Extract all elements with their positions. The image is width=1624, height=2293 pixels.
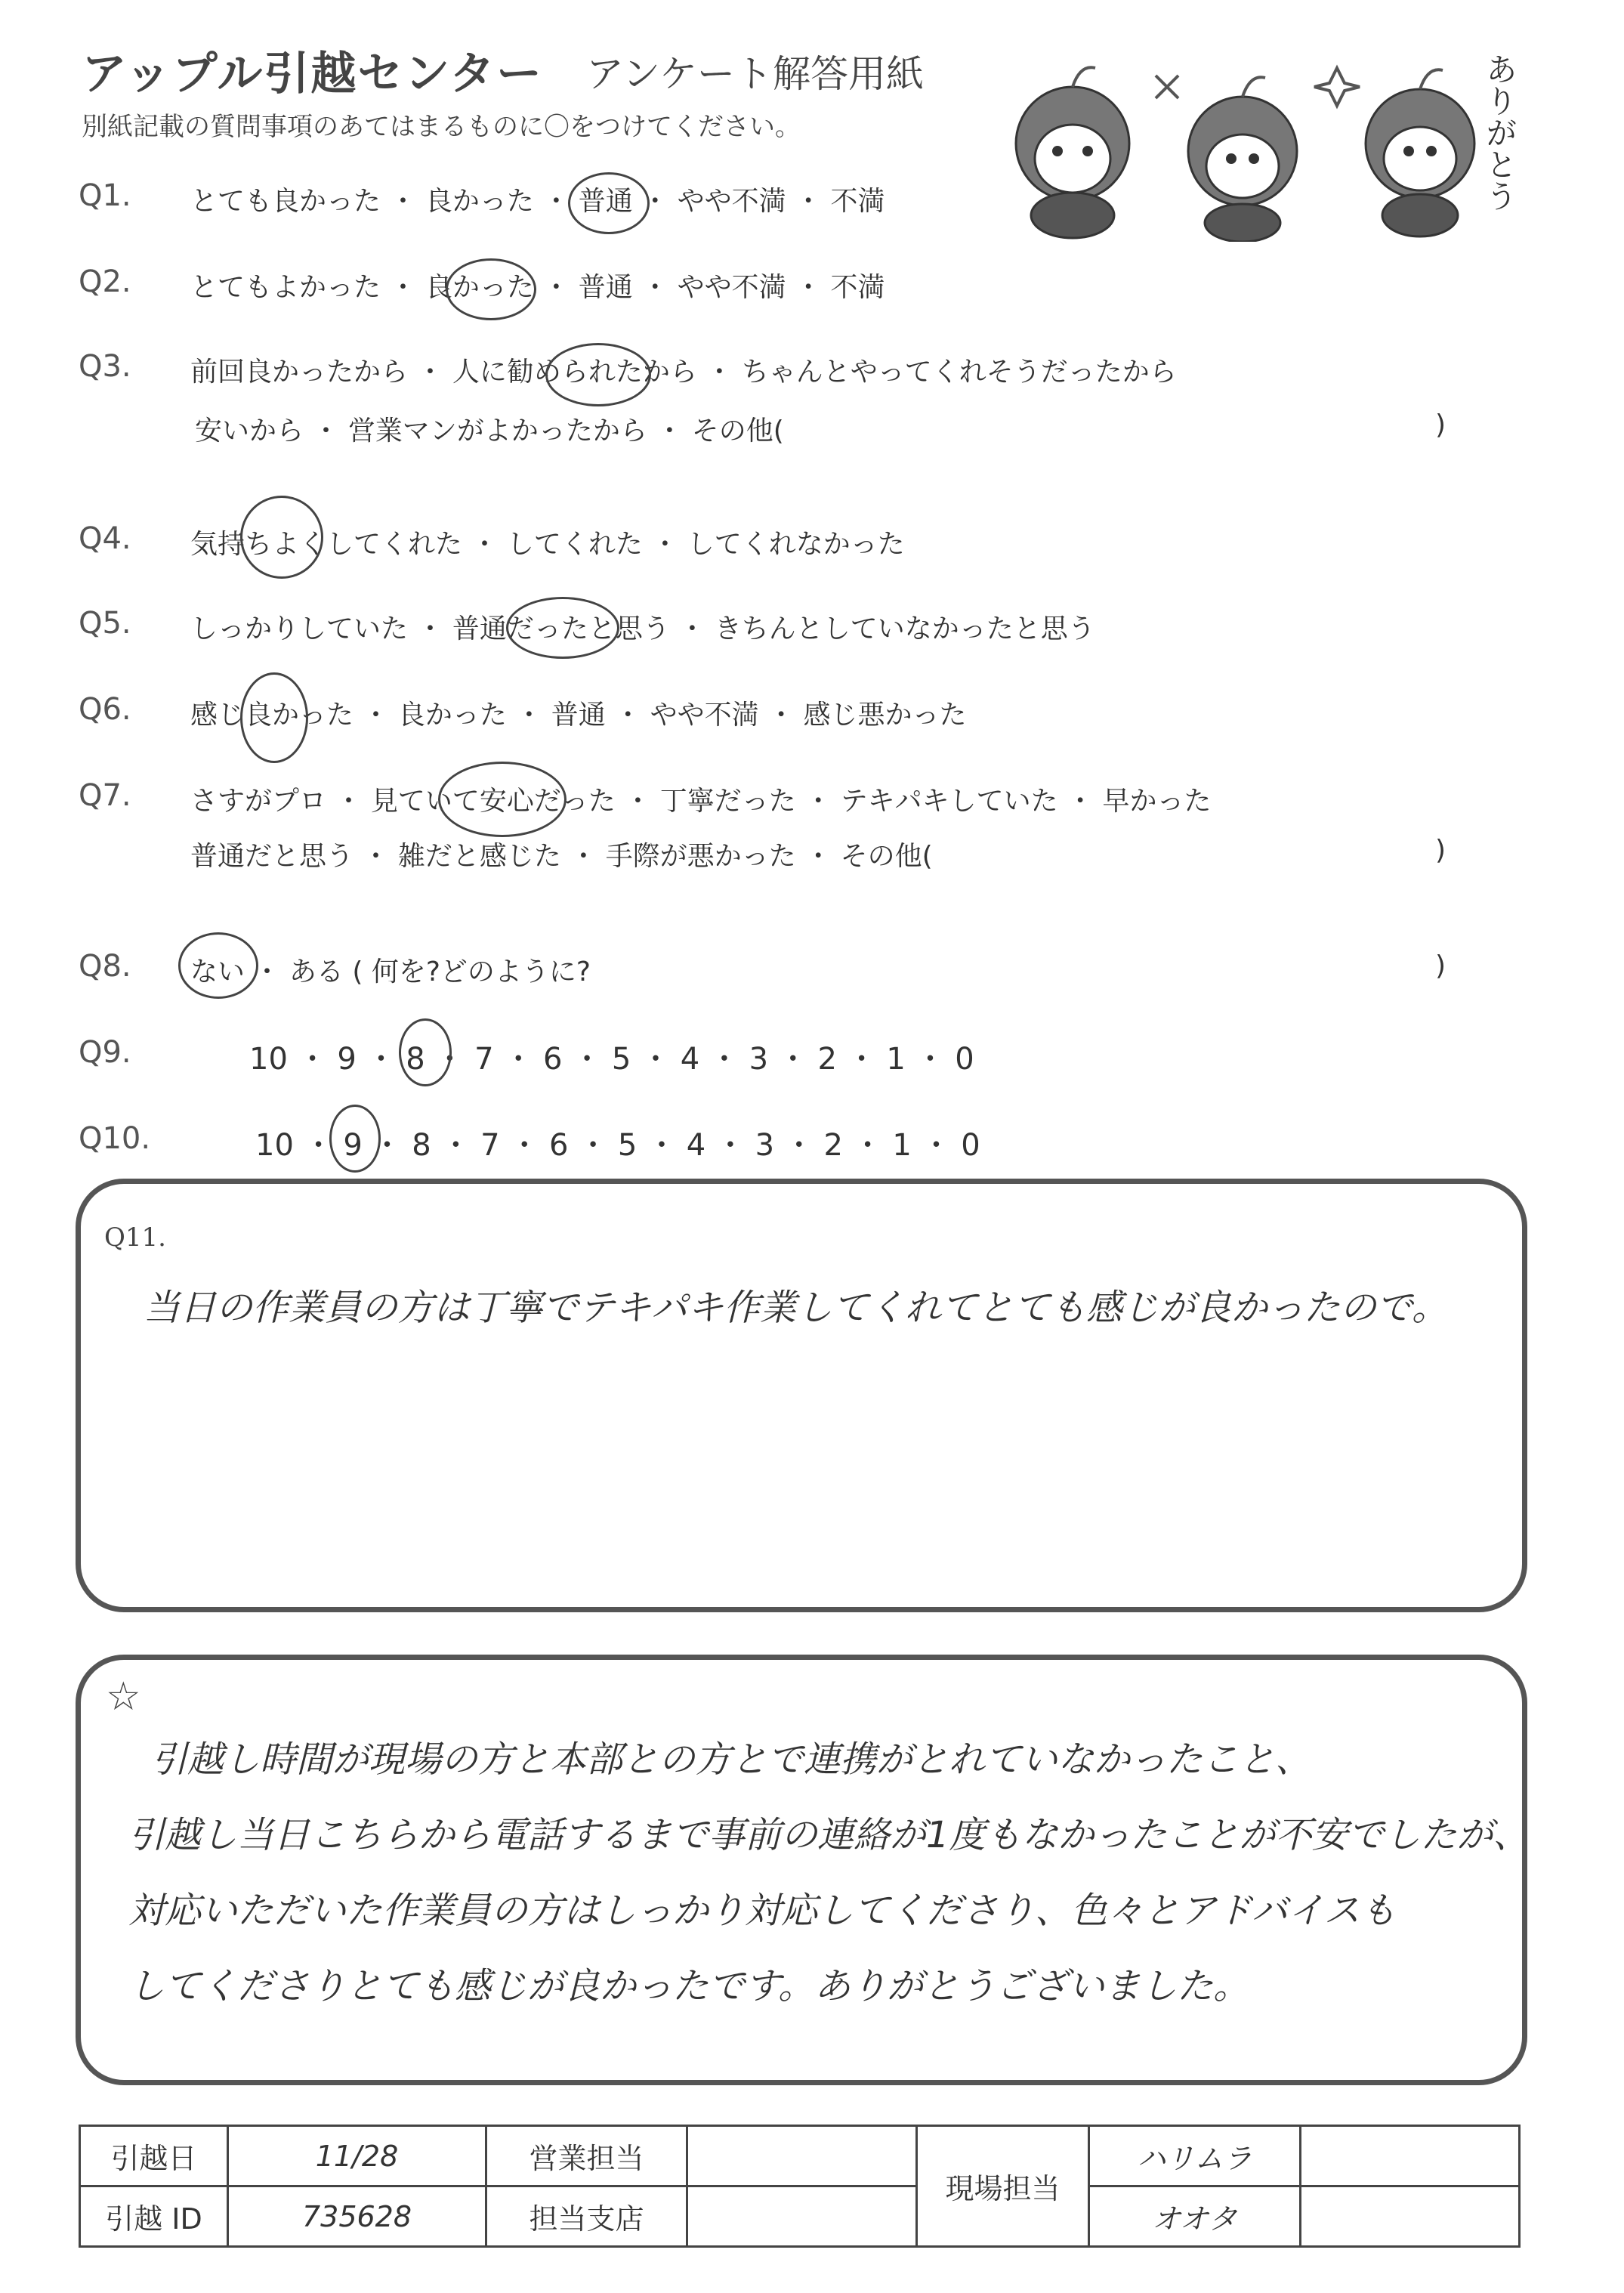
q9-answer-circle <box>399 1018 452 1086</box>
sales-rep-value <box>687 2126 917 2186</box>
q1-label: Q1. <box>79 178 131 213</box>
comments-box <box>76 1655 1527 2085</box>
form-subtitle: アンケート解答用紙 <box>586 52 924 96</box>
q2-answer-circle <box>446 258 536 320</box>
monkey-mascots-illustration <box>982 38 1541 242</box>
star-label: ☆ <box>106 1674 141 1720</box>
branch-value <box>687 2186 917 2247</box>
move-date-value: 11/28 <box>228 2126 486 2186</box>
q7-options-line2: 普通だと思う ・ 雑だと感じた ・ 手際が悪かった ・ その他( <box>190 841 933 872</box>
comment-line-1: 引越し時間が現場の方と本部との方とで連携がとれていなかったこと、 <box>151 1738 1312 1781</box>
comment-line-4: してくださりとても感じが良かったです。ありがとうございました。 <box>128 1965 1250 2007</box>
q2-label: Q2. <box>79 264 131 299</box>
q1-answer-circle <box>568 172 650 234</box>
q7-label: Q7. <box>79 778 131 813</box>
site-staff-extra-1 <box>1301 2126 1520 2186</box>
q3-options-line1: 前回良かったから ・ 人に勧められたから ・ ちゃんとやってくれそうだったから <box>190 357 1177 388</box>
site-staff-extra-2 <box>1301 2186 1520 2247</box>
q3-options-line2: 安いから ・ 営業マンがよかったから ・ その他( <box>195 416 784 447</box>
move-id-label: 引越 ID <box>80 2186 228 2247</box>
q3-answer-circle <box>545 343 651 406</box>
site-staff-label: 現場担当 <box>917 2126 1089 2247</box>
q6-label: Q6. <box>79 692 131 727</box>
move-date-label: 引越日 <box>80 2126 228 2186</box>
q10-label: Q10. <box>79 1121 151 1156</box>
q11-label: Q11. <box>104 1222 166 1253</box>
q7-options-line1: さすがプロ ・ 見ていて安心だった ・ 丁寧だった ・ テキパキしていた ・ 早かった <box>190 786 1212 817</box>
site-staff-value-1: ハリムラ <box>1089 2126 1301 2186</box>
q4-label: Q4. <box>79 521 131 556</box>
q3-label: Q3. <box>79 349 131 384</box>
q7-answer-circle <box>438 762 567 837</box>
q5-label: Q5. <box>79 606 131 641</box>
q4-answer-circle <box>240 496 323 579</box>
q5-options: しっかりしていた ・ 普通だったと思う ・ きちんとしていなかったと思う <box>190 613 1095 644</box>
q10-scale: 10 ・ 9 ・ 8 ・ 7 ・ 6 ・ 5 ・ 4 ・ 3 ・ 2 ・ 1 ・ 0 <box>255 1128 980 1163</box>
q3-close-paren: ) <box>1435 409 1446 440</box>
q2-options: とてもよかった ・ 良かった ・ 普通 ・ やや不満 ・ 不満 <box>190 272 885 303</box>
q9-scale: 10 ・ 9 ・ 8 ・ 7 ・ 6 ・ 5 ・ 4 ・ 3 ・ 2 ・ 1 ・ 0 <box>249 1042 974 1077</box>
q10-answer-circle <box>329 1105 381 1173</box>
q8-options: ない ・ ある ( 何を?どのように? <box>190 956 591 987</box>
q8-label: Q8. <box>79 949 131 984</box>
q8-close-paren: ) <box>1435 950 1446 981</box>
q5-answer-circle <box>506 597 619 659</box>
comment-line-2: 引越し当日こちらから電話するまで事前の連絡が1度もなかったことが不安でしたが、 <box>128 1814 1530 1856</box>
q11-answer-text: 当日の作業員の方は丁寧でテキパキ作業してくれてとても感じが良かったので。 <box>144 1287 1449 1329</box>
company-title: アップル引越センター <box>82 48 543 100</box>
footer-info-table <box>79 2125 1521 2248</box>
site-staff-value-2: オオタ <box>1089 2186 1301 2247</box>
comment-line-3: 対応いただいた作業員の方はしっかり対応してくださり、色々とアドバイスも <box>128 1890 1397 1932</box>
q1-options: とても良かった ・ 良かった ・ 普通 ・ やや不満 ・ 不満 <box>190 186 885 217</box>
q8-answer-circle <box>178 932 258 999</box>
branch-label: 担当支店 <box>486 2186 687 2247</box>
q4-options: 気持ちよくしてくれた ・ してくれた ・ してくれなかった <box>190 529 905 560</box>
q11-box <box>76 1179 1527 1612</box>
q6-answer-circle <box>240 672 308 763</box>
q7-close-paren: ) <box>1435 835 1446 866</box>
instruction-text: 別紙記載の質問事項のあてはまるものに〇をつけてください。 <box>82 112 801 142</box>
move-id-value: 735628 <box>228 2186 486 2247</box>
q9-label: Q9. <box>79 1035 131 1070</box>
thanks-text: ありがとう <box>1481 53 1518 212</box>
q6-options: 感じ良かった ・ 良かった ・ 普通 ・ やや不満 ・ 感じ悪かった <box>190 700 967 731</box>
sales-rep-label: 営業担当 <box>486 2126 687 2186</box>
